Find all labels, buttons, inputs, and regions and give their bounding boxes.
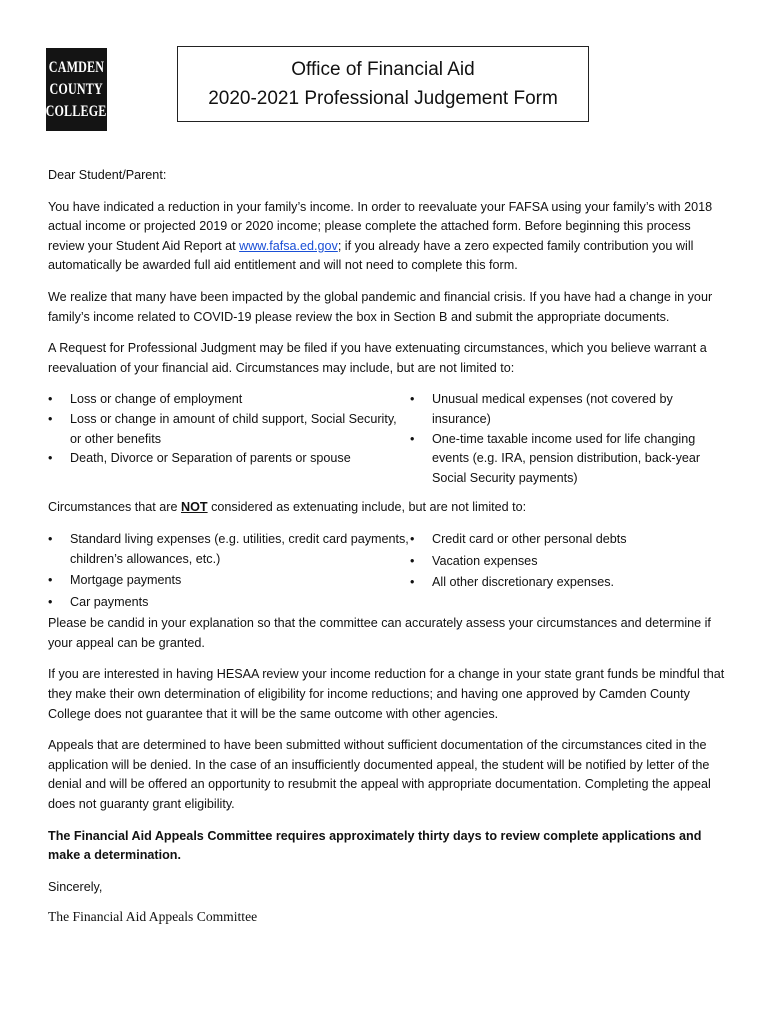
not-emphasis: NOT: [181, 500, 208, 515]
not-text-after: considered as extenuating include, but are not limited to:: [207, 500, 527, 515]
list-item: • Death, Divorce or Separation of parents or spouse: [48, 449, 410, 469]
list-item: • Loss or change in amount of child support, Social Security, or other benefits: [48, 410, 410, 449]
title-office: Office of Financial Aid: [291, 59, 475, 80]
list-item: • Car payments: [48, 593, 410, 613]
logo-line-3: COLLEGE: [46, 102, 107, 120]
list-item: • Standard living expenses (e.g. utilities, credit card payments, children’s allowances, etc.): [48, 530, 410, 569]
covid-paragraph: We realize that many have been impacted by the global pandemic and financial crisis. If you have had a change in your family’s income related to COVID-19 please review the box in Section B and submit the appropriate documents.: [48, 289, 713, 324]
not-extenuating-list-right: [410, 530, 728, 614]
closing: Sincerely,: [48, 879, 103, 894]
college-logo: [46, 48, 107, 131]
extenuating-list-left: [48, 390, 410, 488]
title-box: [177, 46, 589, 122]
extenuating-list: [48, 390, 728, 488]
logo-line-2: COUNTY: [49, 80, 104, 98]
review-time-paragraph: The Financial Aid Appeals Committee requires approximately thirty days to review complete applications and make a determination.: [48, 828, 702, 863]
fafsa-link[interactable]: www.fafsa.ed.gov: [239, 238, 338, 253]
not-extenuating-list: [48, 530, 728, 614]
professional-judgment-paragraph: A Request for Professional Judgment may be filed if you have extenuating circumstances, which you believe warrant a reevaluation of your financial aid. Circumstances may include, but are not limited to:: [48, 341, 707, 375]
not-extenuating-heading: [48, 498, 728, 518]
list-item: • Unusual medical expenses (not covered by insurance): [410, 390, 728, 429]
logo-line-1: CAMDEN: [48, 58, 105, 76]
not-extenuating-list-left: [48, 530, 410, 614]
list-item: • All other discretionary expenses.: [410, 573, 728, 593]
list-item: • Credit card or other personal debts: [410, 530, 728, 550]
title-form-name: 2020-2021 Professional Judgement Form: [208, 88, 558, 109]
list-item: • Vacation expenses: [410, 552, 728, 572]
intro-paragraph: [48, 198, 728, 276]
signature: The Financial Aid Appeals Committee: [48, 909, 258, 925]
list-item: • Loss or change of employment: [48, 390, 410, 410]
not-text-before: Circumstances that are: [48, 500, 181, 515]
list-item: • One-time taxable income used for life changing events (e.g. IRA, pension distribution, back-year Social Security payments): [410, 430, 728, 489]
hesaa-paragraph: If you are interested in having HESAA review your income reduction for a change in your state grant funds be mindful that they make their own determination of eligibility for income reductions; and having one approved by Camden County College does not guarantee that it will be the same outcome with other agencies.: [48, 667, 725, 721]
documentation-paragraph: Appeals that are determined to have been submitted without sufficient documentation of the circumstances cited in the application will be denied. In the case of an insufficiently documented appeal, the student will be notified by letter of the denial and will be offered an opportunity to resubmit the appeal with appropriate documentation. Completing the appeal does not guaranty grant eligibility.: [48, 738, 711, 812]
list-item: • Mortgage payments: [48, 571, 410, 591]
intro-text-before: You have indicated a reduction in your family’s income. In order to reevaluate your FAFSA using your family’s with 2018 actual income or projected 2019 or 2020 income; please complete the attached form. Before beginning this process review your Student Aid Report at: [48, 199, 713, 253]
intro-text-after: ; if you already have a zero expected family contribution you will automatically be awarded full aid entitlement and will not need to complete this form.: [48, 238, 694, 273]
letter-body: [48, 166, 728, 927]
extenuating-list-right: [410, 390, 728, 488]
candid-paragraph: Please be candid in your explanation so that the committee can accurately assess your circumstances and determine if your appeal can be granted.: [48, 616, 711, 650]
salutation: Dear Student/Parent:: [48, 168, 167, 182]
